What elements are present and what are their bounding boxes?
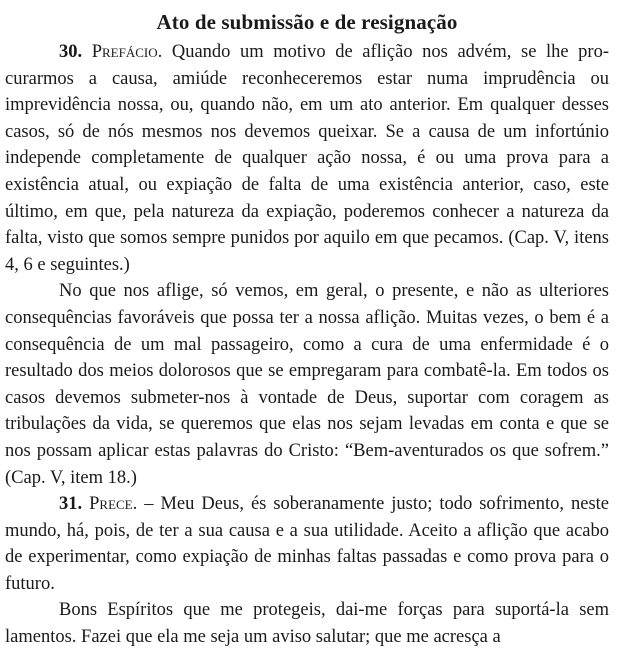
item-number: 31. [59,494,83,515]
paragraph-body: No que nos aflige, só vemos, em geral, o presente, e não as ulteriores consequências favoráveis que possa ter a nossa aflição. Muitas vezes, o bem é a consequência de um mal passageiro, como a cura de uma enfermidade é o resultado dos meios dolorosos que se empregaram para combatê-la. Em todos os casos devemos submeter-nos à vontade de Deus, suportar com coragem as tribulações da vida, se queremos que elas nos sejam levadas em conta e que se nos possam aplicar estas palavras do Cristo: “Bem-aventurados os que sofrem.” (Cap. V, item 18.) [5,281,609,488]
document-page [5,8,609,651]
section-title: Ato de submissão e de resignação [156,10,458,34]
paragraph-preface [5,39,609,278]
item-label: Prece. [89,494,138,515]
paragraph-text: Quando um motivo de aflição nos advém, se lhe procurarmos a causa, amiúde reconheceremos estar numa imprudência ou imprevidência nossa, ou, quando não, em um ato anterior. Em qualquer desses casos, só de nós mesmos nos devemos queixar. Se a causa de um infortúnio independe completamente de qualquer ação nossa, é ou uma prova para a existência atual, ou expiação de falta de uma existência anterior, caso, este último, em que, pela natureza da expiação, poderemos conhecer a natureza da falta, visto que somos sempre punidos por aquilo em que pecamos. (Cap. V, itens 4, 6 e seguintes.) [5,42,610,275]
paragraph-text: – Meu Deus, és soberanamente justo; todo sofrimento, neste mundo, há, pois, de ter a sua causa e a sua utilidade. Aceito a aflição que acabo de experimentar, como expiação de minhas faltas passadas e como prova para o futuro. [5,494,609,594]
item-number: 30. [59,42,83,62]
paragraph-body: Bons Espíritos que me protegeis, dai-me forças para suportá-la sem lamentos. Fazei que ela me seja um aviso salutar; que me acresça a [5,600,609,648]
item-label: Prefácio. [91,42,163,62]
paragraph-prayer [5,491,609,597]
